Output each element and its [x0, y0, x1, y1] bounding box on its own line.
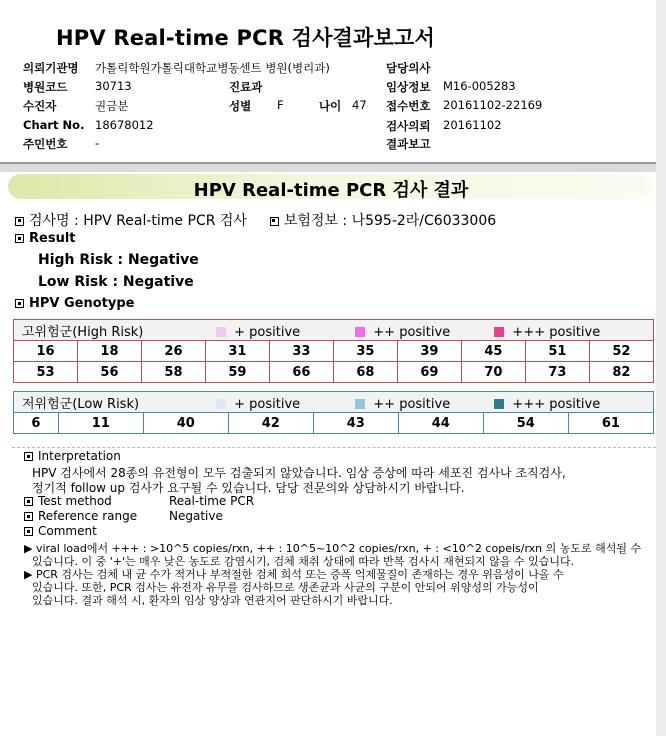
- legend-label: ++ positive: [373, 396, 451, 412]
- value-chart-no: 18678012: [95, 118, 154, 132]
- high-risk-table: [13, 319, 654, 383]
- banner-title: HPV Real-time PCR 검사 결과: [193, 180, 469, 201]
- result-banner: [8, 174, 654, 199]
- genotype-cell: 45: [461, 341, 525, 362]
- legend-swatch-icon: [355, 399, 365, 409]
- legend-swatch-icon: [216, 399, 226, 409]
- genotype-cell: 44: [398, 413, 483, 434]
- value-age: 47: [352, 98, 367, 112]
- genotype-cell: 11: [58, 413, 143, 434]
- interpretation-label: Interpretation: [38, 449, 121, 463]
- low-risk-header-row: [14, 392, 654, 413]
- genotype-cell: 39: [397, 341, 461, 362]
- genotype-cell: 43: [313, 413, 398, 434]
- label-age: 나이: [319, 99, 342, 113]
- interpretation-heading: [24, 449, 121, 463]
- result-heading: [15, 231, 76, 246]
- bullet-square-icon: [24, 512, 33, 521]
- genotype-cell: 51: [525, 341, 589, 362]
- low-risk-title: 저위험군(Low Risk): [22, 396, 140, 412]
- legend-item: [216, 325, 351, 340]
- legend-swatch-icon: [355, 327, 365, 337]
- genotype-cell: 16: [14, 341, 78, 362]
- comment-line-2: 있습니다. 이 중 '+'는 매우 낮은 농도로 감염시기, 검체 채취 상태에 따라 반복 검사시 재현되지 않을 수 있습니다.: [32, 555, 575, 568]
- legend-label: + positive: [234, 396, 301, 412]
- genotype-cell: 69: [397, 362, 461, 383]
- test-method-row: [24, 494, 254, 508]
- insurance-info: 보험정보 : 나595-2라/C6033006: [283, 213, 497, 229]
- legend-item: [494, 325, 600, 340]
- low-risk-result: Low Risk : Negative: [38, 274, 194, 290]
- label-receipt-no: 접수번호: [386, 99, 431, 113]
- result-label: Result: [29, 231, 76, 246]
- label-chart-no: Chart No.: [23, 118, 85, 132]
- low-risk-row: [14, 413, 654, 434]
- test-method-label: Test method: [38, 494, 112, 508]
- bullet-square-icon: [15, 217, 24, 226]
- vertical-scrollbar[interactable]: [656, 0, 666, 736]
- reference-range-row: [24, 509, 223, 523]
- test-name-line: [15, 210, 496, 230]
- value-request-date: 20161102: [443, 118, 502, 132]
- label-report-date: 결과보고: [386, 137, 431, 151]
- legend-item: [494, 397, 600, 412]
- genotype-cell: 54: [483, 413, 568, 434]
- comment-line-1: ▶ viral load에서 +++ : >10^5 copies/rxn, ++ : 10^5~10^2 copies/rxn, + : <10^2 copeis/rxn 의 농도로 해석될 수: [24, 542, 642, 555]
- genotype-cell: 70: [461, 362, 525, 383]
- genotype-cell: 40: [143, 413, 228, 434]
- value-patient: 권금분: [95, 99, 129, 113]
- value-hospital-code: 30713: [95, 79, 132, 93]
- divider-gap: [0, 164, 666, 172]
- label-patient: 수진자: [23, 99, 57, 113]
- bullet-square-icon: [24, 527, 33, 536]
- comment-heading: [24, 524, 97, 538]
- value-receipt-no: 20161102-22169: [443, 98, 543, 112]
- legend-item: [355, 397, 490, 412]
- legend-item: [216, 397, 351, 412]
- label-sex: 성별: [229, 99, 252, 113]
- reference-range-value: Negative: [169, 509, 223, 523]
- genotype-cell: 59: [205, 362, 269, 383]
- legend-label: +++ positive: [512, 396, 601, 412]
- test-name: 검사명 : HPV Real-time PCR 검사: [29, 213, 247, 229]
- legend-label: ++ positive: [373, 324, 451, 340]
- reference-range-label: Reference range: [38, 509, 138, 523]
- bullet-square-icon: [270, 217, 279, 226]
- high-risk-title: 고위험군(High Risk): [22, 324, 144, 340]
- genotype-cell: 35: [333, 341, 397, 362]
- label-clinical-info: 임상정보: [386, 80, 431, 94]
- value-clinical-info: M16-005283: [443, 79, 516, 93]
- genotype-cell: 68: [333, 362, 397, 383]
- legend-label: +++ positive: [512, 324, 601, 340]
- bullet-square-icon: [15, 299, 24, 308]
- interpretation-line-1: HPV 검사에서 28종의 유전형이 모두 검출되지 않았습니다. 임상 증상에 따라 세포진 검사나 조직검사,: [32, 466, 566, 480]
- genotype-cell: 73: [525, 362, 589, 383]
- high-risk-result: High Risk : Negative: [38, 252, 199, 268]
- value-resident-no: -: [95, 136, 100, 150]
- bullet-square-icon: [15, 234, 24, 243]
- genotype-cell: 61: [568, 413, 653, 434]
- legend-swatch-icon: [494, 399, 504, 409]
- genotype-cell: 53: [14, 362, 78, 383]
- value-requesting-org: 가톨릭학원가톨릭대학교병동센트 병원(병리과): [95, 61, 330, 75]
- legend-swatch-icon: [216, 327, 226, 337]
- bullet-square-icon: [24, 497, 33, 506]
- genotype-cell: 31: [205, 341, 269, 362]
- genotype-cell: 18: [77, 341, 141, 362]
- label-hospital-code: 병원코드: [23, 80, 68, 94]
- genotype-cell: 66: [269, 362, 333, 383]
- interpretation-line-2: 정기적 follow up 검사가 요구될 수 있습니다. 담당 전문의와 상담하시기 바랍니다.: [32, 481, 465, 495]
- bullet-square-icon: [24, 452, 33, 461]
- high-risk-row: [14, 341, 654, 362]
- value-sex: F: [277, 98, 284, 112]
- comment-line-3: ▶ PCR 검사는 검체 내 균 수가 적거나 부적절한 검체 희석 또는 증폭 억제물질이 존재하는 경우 위음성이 나올 수: [24, 568, 564, 581]
- high-risk-row: [14, 362, 654, 383]
- comment-line-5: 있습니다. 결과 해석 시, 환자의 임상 양상과 연관지어 판단하시기 바랍니다.: [32, 594, 393, 607]
- genotype-heading: [15, 296, 134, 311]
- genotype-label: HPV Genotype: [29, 296, 135, 311]
- genotype-cell: 58: [141, 362, 205, 383]
- legend-item: [355, 325, 490, 340]
- genotype-cell: 82: [589, 362, 653, 383]
- label-requesting-org: 의뢰기관명: [23, 61, 79, 75]
- genotype-cell: 6: [14, 413, 59, 434]
- genotype-cell: 26: [141, 341, 205, 362]
- genotype-cell: 42: [228, 413, 313, 434]
- test-method-value: Real-time PCR: [169, 494, 255, 508]
- comment-label: Comment: [38, 524, 97, 538]
- patient-info-section: [0, 52, 666, 162]
- low-risk-table: [13, 391, 654, 434]
- label-attending-doctor: 담당의사: [386, 61, 431, 75]
- label-request-date: 검사의뢰: [386, 119, 431, 133]
- high-risk-header: [14, 320, 654, 341]
- legend-label: + positive: [234, 324, 301, 340]
- genotype-cell: 52: [589, 341, 653, 362]
- comment-line-4: 있습니다. 또한, PCR 검사는 유전자 유무를 검사하므로 생존균과 사균의 구분이 안되어 위양성의 가능성이: [32, 581, 539, 594]
- comment-section: [12, 447, 656, 726]
- label-department: 진료과: [229, 80, 263, 94]
- legend-swatch-icon: [494, 327, 504, 337]
- genotype-cell: 33: [269, 341, 333, 362]
- low-risk-header: [14, 392, 654, 413]
- high-risk-header-row: [14, 320, 654, 341]
- genotype-cell: 56: [77, 362, 141, 383]
- label-resident-no: 주민번호: [23, 137, 68, 151]
- report-title: HPV Real-time PCR 검사결과보고서: [56, 26, 435, 50]
